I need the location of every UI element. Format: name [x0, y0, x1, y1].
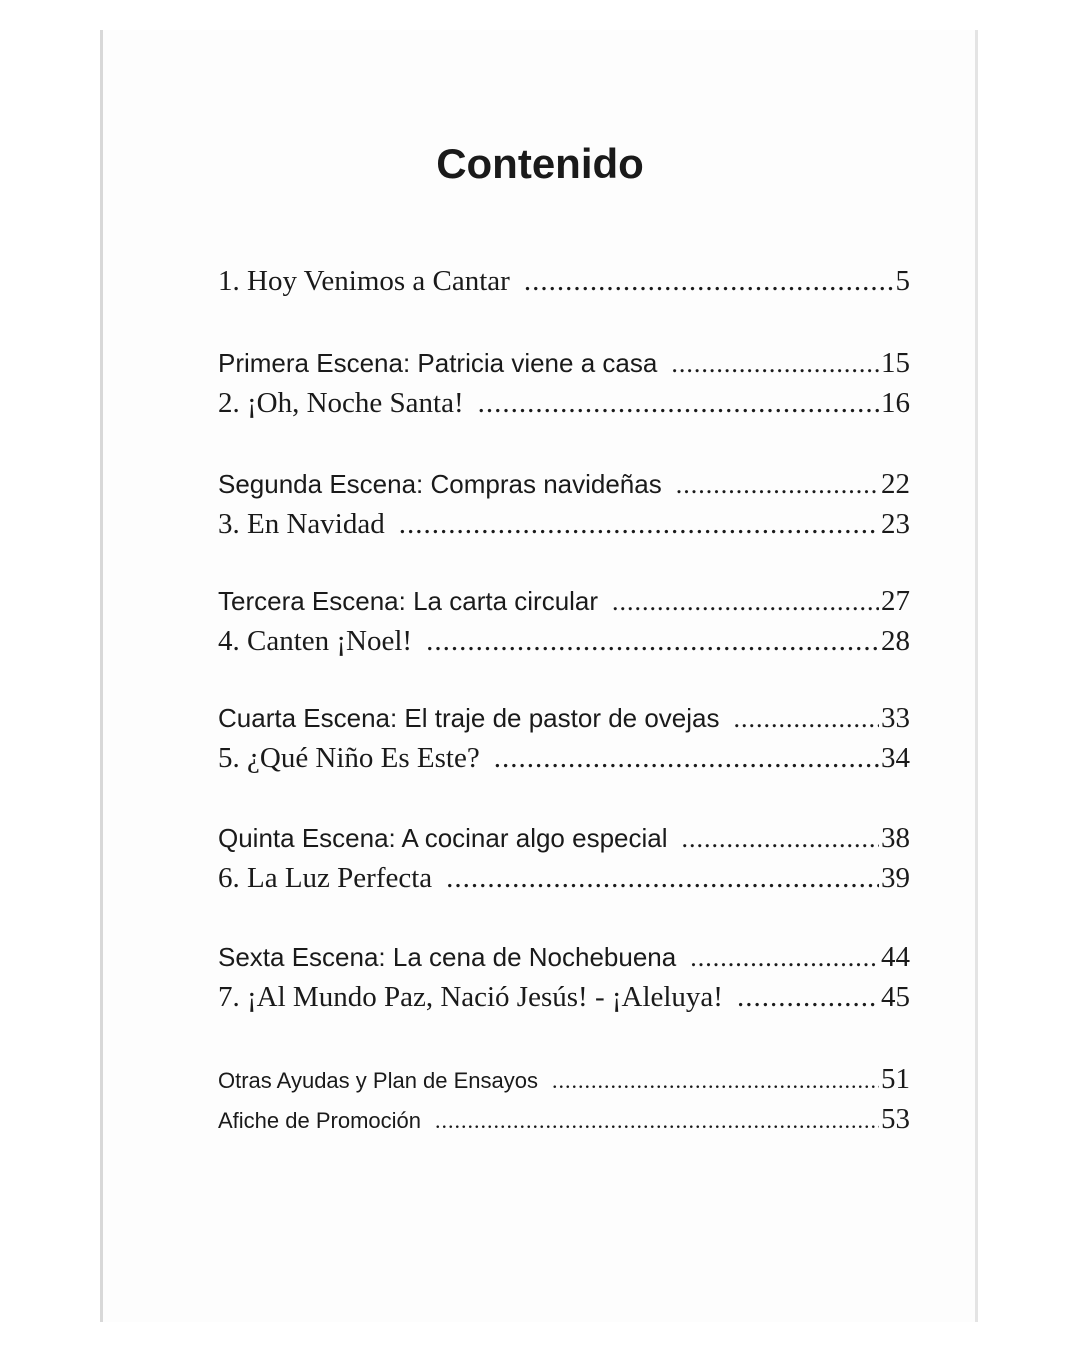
toc-entry-page: 23 [881, 508, 910, 540]
dot-leader [494, 742, 879, 775]
toc-entry-label: Afiche de Promoción [218, 1108, 421, 1133]
toc-entry-page: 27 [881, 585, 910, 617]
toc-entry-label: Otras Ayudas y Plan de Ensayos [218, 1068, 538, 1093]
toc-entry-page: 34 [881, 742, 910, 774]
toc-entry-label: 7. ¡Al Mundo Paz, Nació Jesús! - ¡Aleluya! [218, 981, 723, 1013]
toc-entry-page: 38 [881, 822, 910, 854]
dot-leader [671, 349, 879, 379]
toc-entry [218, 742, 910, 775]
toc-entry [218, 468, 910, 501]
toc-entry-page: 44 [881, 941, 910, 973]
toc-entry-label: Sexta Escena: La cena de Nochebuena [218, 942, 677, 972]
toc-entry-page: 45 [881, 981, 910, 1013]
toc-entry [218, 625, 910, 658]
dot-leader [612, 587, 879, 617]
dot-leader [399, 508, 879, 541]
toc-entry-label: 3. En Navidad [218, 508, 385, 540]
toc-entry-label: Primera Escena: Patricia viene a casa [218, 348, 658, 378]
dot-leader [446, 862, 879, 895]
toc-entry-label: 2. ¡Oh, Noche Santa! [218, 387, 464, 419]
toc-entry-label: 4. Canten ¡Noel! [218, 625, 413, 657]
dot-leader [737, 981, 879, 1014]
toc-entry-page: 22 [881, 468, 910, 500]
dot-leader [435, 1108, 879, 1134]
toc-entry-page: 15 [881, 347, 910, 379]
toc-entry [218, 508, 910, 541]
toc-entry-label: 1. Hoy Venimos a Cantar [218, 265, 510, 297]
dot-leader [524, 265, 894, 298]
toc-entry-label: Cuarta Escena: El traje de pastor de ovejas [218, 703, 720, 733]
toc-entry-label: Quinta Escena: A cocinar algo especial [218, 823, 668, 853]
dot-leader [682, 824, 879, 854]
toc-entry-label: Segunda Escena: Compras navideñas [218, 469, 662, 499]
toc-entry [218, 981, 910, 1014]
toc-entry-page: 33 [881, 702, 910, 734]
toc-entry-label: Tercera Escena: La carta circular [218, 586, 599, 616]
toc-entry-page: 5 [895, 265, 910, 297]
toc-entry [218, 862, 910, 895]
toc-entry [218, 702, 910, 735]
toc-entry [218, 265, 910, 298]
dot-leader [478, 387, 879, 420]
toc-entry-page: 16 [881, 387, 910, 419]
page-title: Contenido [436, 140, 644, 187]
toc-entry [218, 1063, 910, 1096]
toc-entry-page: 51 [881, 1063, 910, 1095]
dot-leader [552, 1068, 879, 1094]
toc-entry [218, 822, 910, 855]
dot-leader [426, 625, 879, 658]
toc-entry-page: 53 [881, 1103, 910, 1135]
toc-entry [218, 941, 910, 974]
toc-entry-label: 6. La Luz Perfecta [218, 862, 433, 894]
toc-entry-page: 28 [881, 625, 910, 657]
toc-entry [218, 585, 910, 618]
toc-entry [218, 347, 910, 380]
toc-entry [218, 387, 910, 420]
dot-leader [690, 943, 879, 973]
toc-entry [218, 1103, 910, 1136]
dot-leader [734, 704, 879, 734]
toc-entry-label: 5. ¿Qué Niño Es Este? [218, 742, 480, 774]
toc-entry-page: 39 [881, 862, 910, 894]
dot-leader [676, 470, 879, 500]
